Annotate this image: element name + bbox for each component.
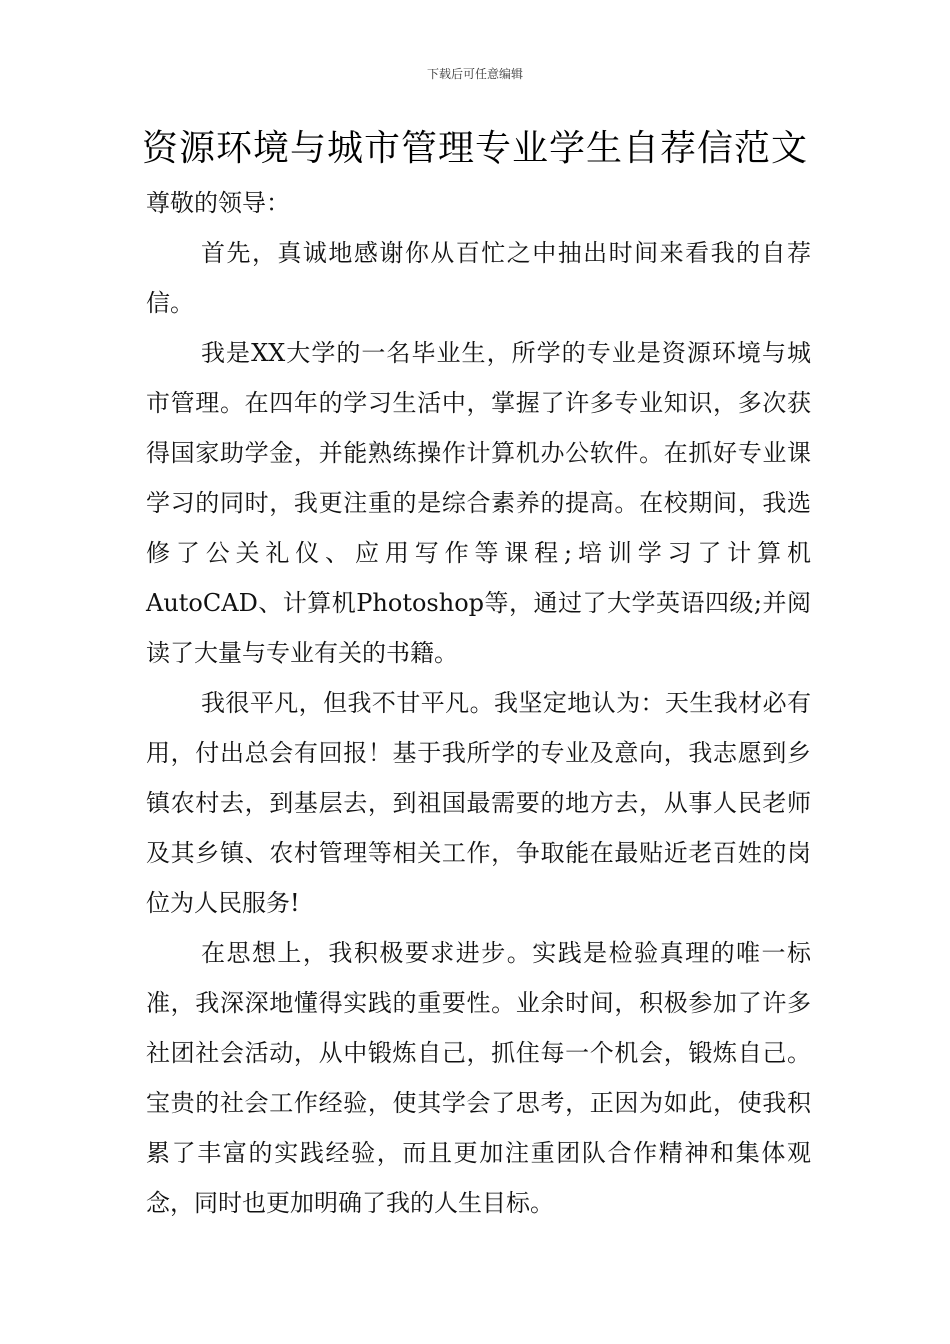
letter-body (146, 178, 811, 1228)
paragraph-practice: 在思想上，我积极要求进步。实践是检验真理的唯一标准，我深深地懂得实践的重要性。业余时间，积极参加了许多社团社会活动，从中锻炼自己，抓住每一个机会，锻炼自己。宝贵的社会工作经验，使其学会了思考，正因为如此，使我积累了丰富的实践经验，而且更加注重团队合作精神和集体观念，同时也更加明确了我的人生目标。 (146, 939, 811, 1217)
document-title: 资源环境与城市管理专业学生自荐信范文 (141, 128, 808, 169)
paragraph-intro: 首先，真诚地感谢你从百忙之中抽出时间来看我的自荐信。 (146, 239, 811, 317)
header-note: 下载后可任意编辑 (426, 67, 523, 81)
paragraph-education: 我是XX大学的一名毕业生，所学的专业是资源环境与城市管理。在四年的学习生活中，掌握了许多专业知识，多次获得国家助学金，并能熟练操作计算机办公软件。在抓好专业课学习的同时，我更注重的是综合素养的提高。在校期间，我选修了公关礼仪、应用写作等课程;培训学习了计算机AutoCAD、计算机Photoshop等，通过了大学英语四级;并阅读了大量与专业有关的书籍。 (146, 339, 811, 667)
salutation: 尊敬的领导： (146, 189, 290, 217)
paragraph-aspiration: 我很平凡，但我不甘平凡。我坚定地认为：天生我材必有用，付出总会有回报！基于我所学的专业及意向，我志愿到乡镇农村去，到基层去，到祖国最需要的地方去，从事人民老师及其乡镇、农村管理等相关工作，争取能在最贴近老百姓的岗位为人民服务! (146, 689, 811, 917)
